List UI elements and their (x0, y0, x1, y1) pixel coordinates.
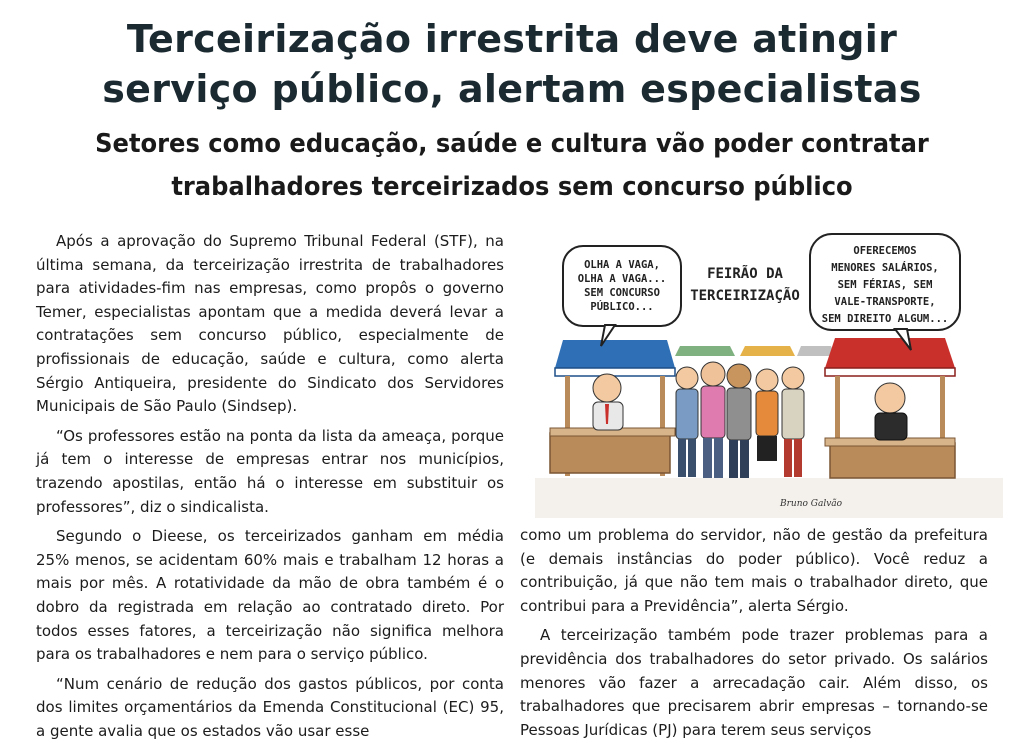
paragraph: “Num cenário de redução dos gastos públicos, por conta dos limites orçamentários da Emenda Constitucional (EC) 95, a gente avalia que os estados vão usar esse (36, 674, 504, 740)
cartoon-title-line-2: TERCEIRIZAÇÃO (690, 288, 800, 304)
paragraph: Após a aprovação do Supremo Tribunal Federal (STF), na última semana, da terceirização irrestrita de trabalhadores para atividades-fim nas empresas, como propôs o governo Temer, especialistas apontam que a medida deverá levar a contratações sem concurso público, especialmente de profissionais de educação, saúde e cultura, como alerta Sérgio Antiqueira, presidente do Sindicato dos Servidores Municipais de São Paulo (Sindsep). (36, 232, 504, 416)
left-speech-bubble (563, 246, 681, 346)
subheadline-line-2: trabalhadores terceirizados sem concurso público (171, 172, 853, 202)
right-bubble-line-5: SEM DIREITO ALGUM... (821, 313, 949, 325)
left-bubble-line-3: SEM CONCURSO (584, 287, 660, 299)
headline-line-2: serviço público, alertam especialistas (102, 67, 922, 111)
paragraph: A terceirização também pode trazer problemas para a previdência dos trabalhadores do setor privado. Os salários menores vão fazer a arrecadação cair. Além disso, os trabalhadores que precisarem abrir empresas – tornando-se Pessoas Jurídicas (PJ) para terem seus serviços (520, 626, 988, 739)
left-stall (550, 340, 675, 476)
right-stall (825, 338, 955, 478)
paragraph: Segundo o Dieese, os terceirizados ganham em média 25% menos, se acidentam 60% mais e trabalham 12 horas a mais por mês. A rotatividade da mão de obra também é o dobro da registrada em relação ao contratado direto. Por todos esses fatores, a terceirização não significa melhora para os trabalhadores e nem para o serviço público. (36, 527, 504, 664)
right-bubble-line-3: SEM FÉRIAS, SEM (837, 279, 933, 291)
cartoon-illustration (535, 228, 1003, 518)
headline-line-1: Terceirização irrestrita deve atingir (126, 17, 898, 61)
paragraph: como um problema do servidor, não de gestão da prefeitura (e demais instâncias do poder público). Você reduz a contribuição, já que não tem mais o trabalhador direto, que contribui para a Previdência”, alerta Sérgio. (520, 526, 988, 615)
left-bubble-line-4: PÚBLICO... (590, 301, 654, 313)
right-bubble-line-2: MENORES SALÁRIOS, (831, 262, 939, 274)
cartoon-title-line-1: FEIRÃO DA (707, 266, 783, 282)
right-speech-bubble (810, 234, 960, 350)
right-bubble-line-1: OFERECEMOS (853, 245, 917, 257)
subheadline (54, 123, 969, 209)
workers-crowd (676, 362, 804, 478)
right-column (520, 524, 988, 748)
left-bubble-line-1: OLHA A VAGA, (584, 259, 660, 271)
subheadline-line-1: Setores como educação, saúde e cultura vão poder contratar (95, 129, 929, 159)
editorial-cartoon (535, 228, 1003, 518)
paragraph: “Os professores estão na ponta da lista da ameaça, porque já tem o interesse de empresas entrar nos municípios, trazendo apostilas, então há o interesse em substituir os professores”, diz o sindicalista. (36, 426, 504, 516)
artist-signature: Bruno Galvão (780, 499, 843, 509)
left-column (36, 230, 504, 749)
right-bubble-line-4: VALE-TRANSPORTE, (834, 296, 936, 308)
left-bubble-line-2: OLHA A VAGA... (577, 273, 667, 285)
headline (20, 14, 1004, 114)
